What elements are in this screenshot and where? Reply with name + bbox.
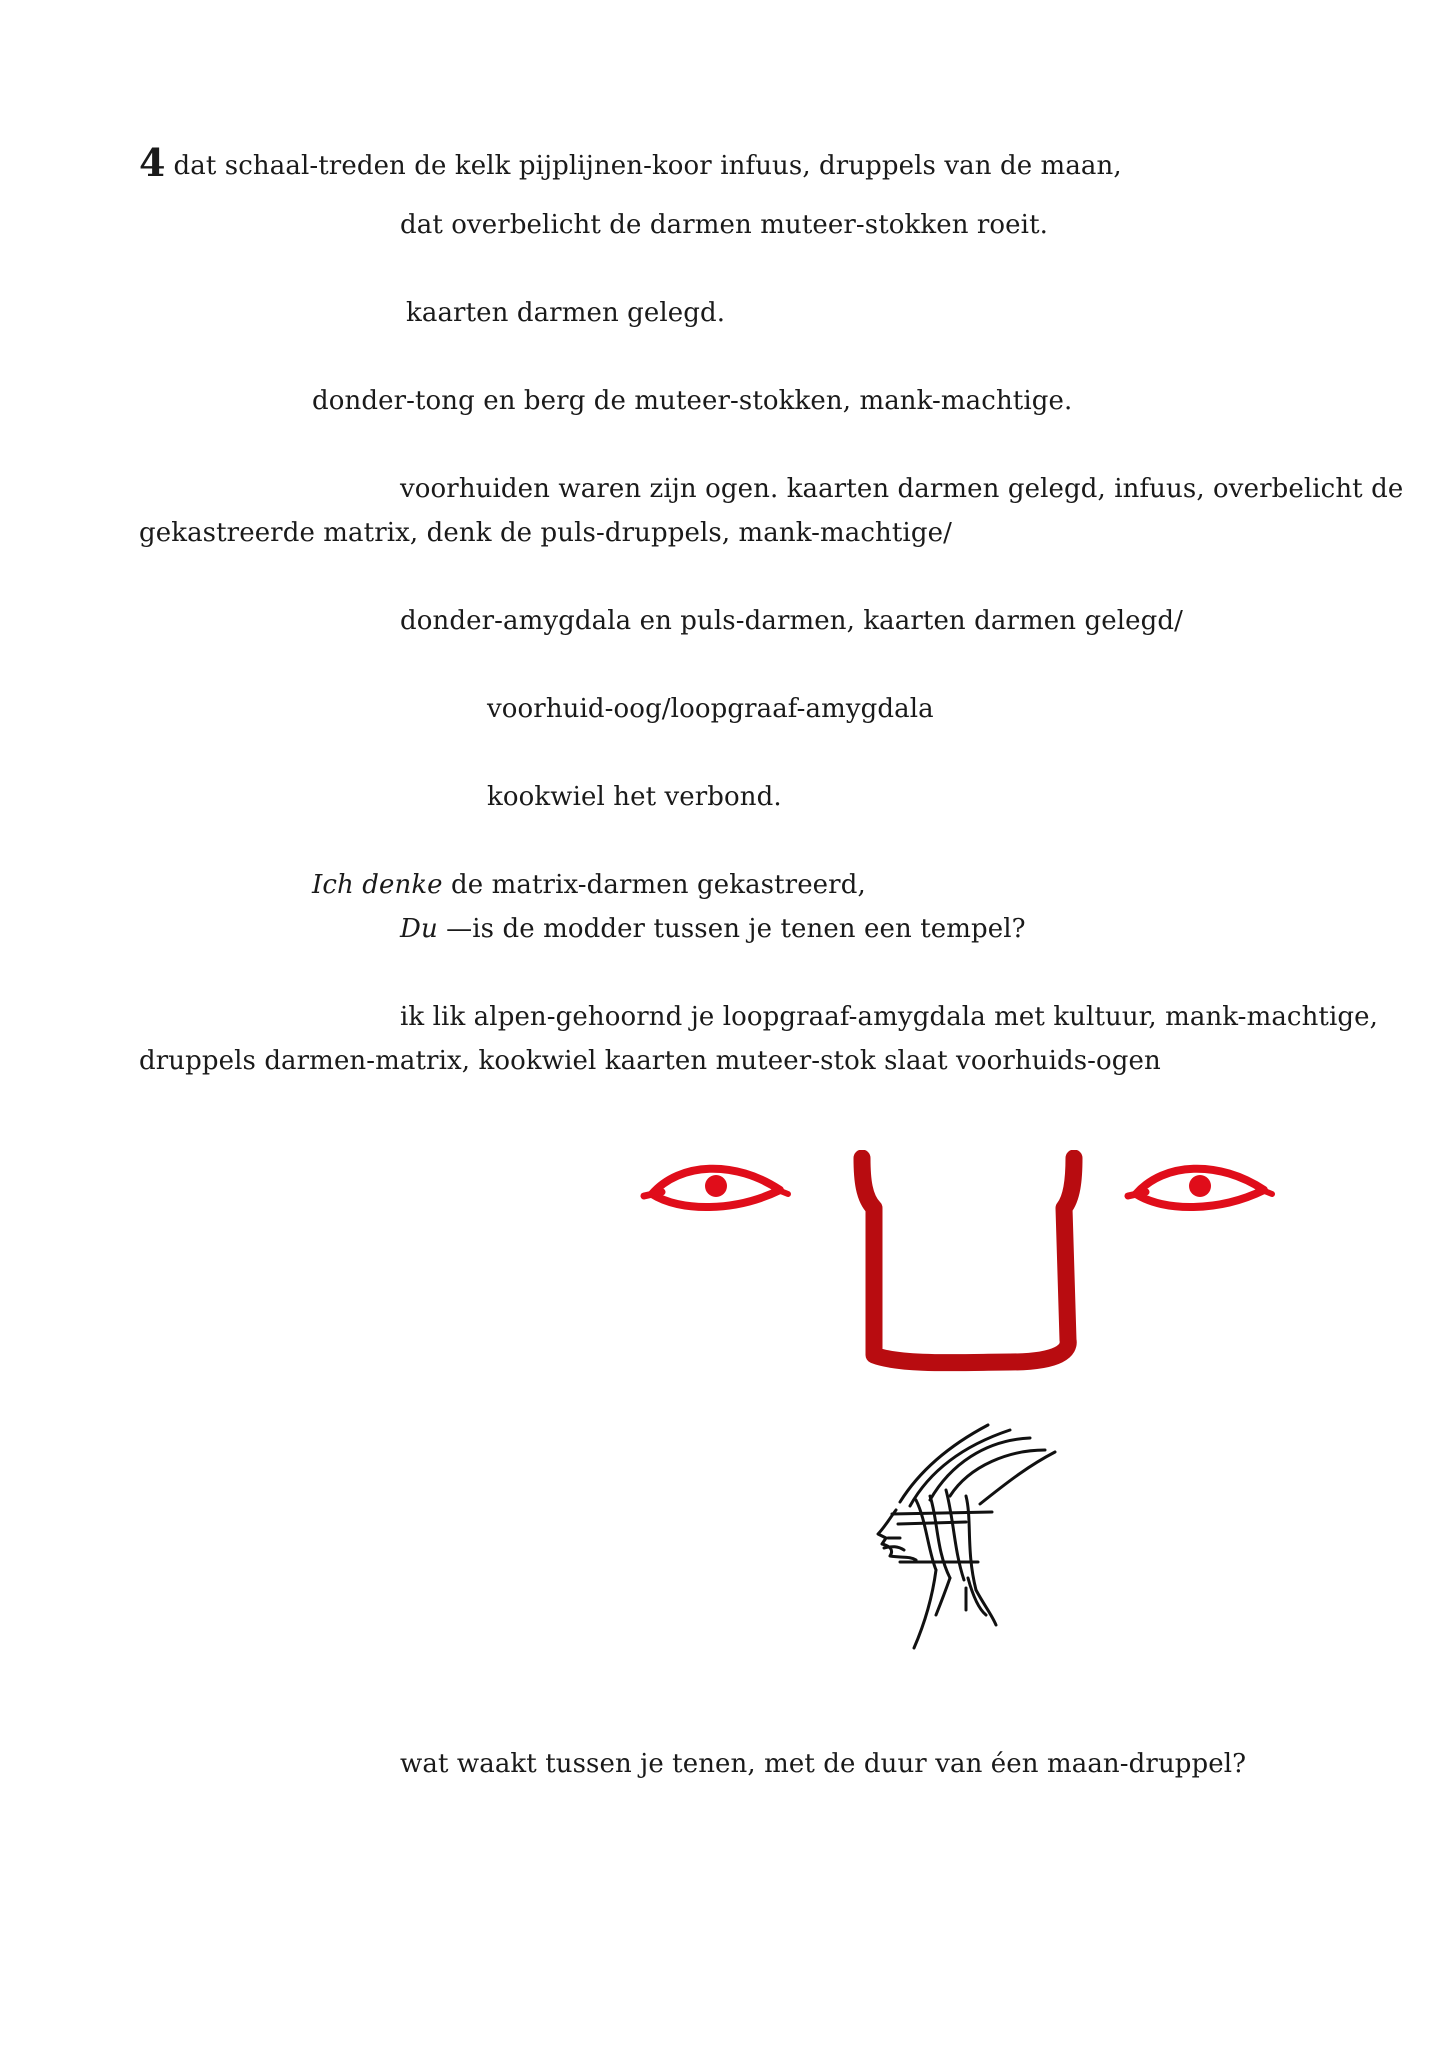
poem-line-9: Ich denke de matrix-darmen gekastreerd, [312,870,866,900]
poem-line-5b: gekastreerde matrix, denk de puls-druppels, mank-machtige/ [139,518,952,548]
poem-line-11a: ik lik alpen-gehoornd je loopgraaf-amygdala met kultuur, mank-machtige, [400,1002,1378,1032]
poem-line-5a: voorhuiden waren zijn ogen. kaarten darmen gelegd, infuus, overbelicht de [400,474,1404,504]
head-sketch-icon [870,1410,1090,1660]
poem-line-7: voorhuid-oog/loopgraaf-amygdala [487,694,934,724]
mouth-shape-icon [862,1158,1074,1363]
left-eye-icon [644,1169,788,1207]
poem-line-11b: druppels darmen-matrix, kookwiel kaarten muteer-stok slaat voorhuids-ogen [139,1046,1161,1076]
face-illustration [640,1150,1280,1400]
poem-line-1: 4 dat schaal-treden de kelk pijplijnen-koor infuus, druppels van de maan, [139,140,1122,185]
poem-line-6: donder-amygdala en puls-darmen, kaarten darmen gelegd/ [400,606,1183,636]
right-eye-icon [1128,1169,1272,1207]
poem-line-10: Du —is de modder tussen je tenen een tempel? [400,914,1026,944]
poem-line-3: kaarten darmen gelegd. [406,298,726,328]
poem-line-4: donder-tong en berg de muteer-stokken, mank-machtige. [312,386,1073,416]
poem-line-8: kookwiel het verbond. [487,782,782,812]
poem-number: 4 [139,140,166,185]
poem-line-2: dat overbelicht de darmen muteer-stokken roeit. [400,210,1048,240]
poem-line-12: wat waakt tussen je tenen, met de duur van éen maan-druppel? [400,1749,1247,1779]
